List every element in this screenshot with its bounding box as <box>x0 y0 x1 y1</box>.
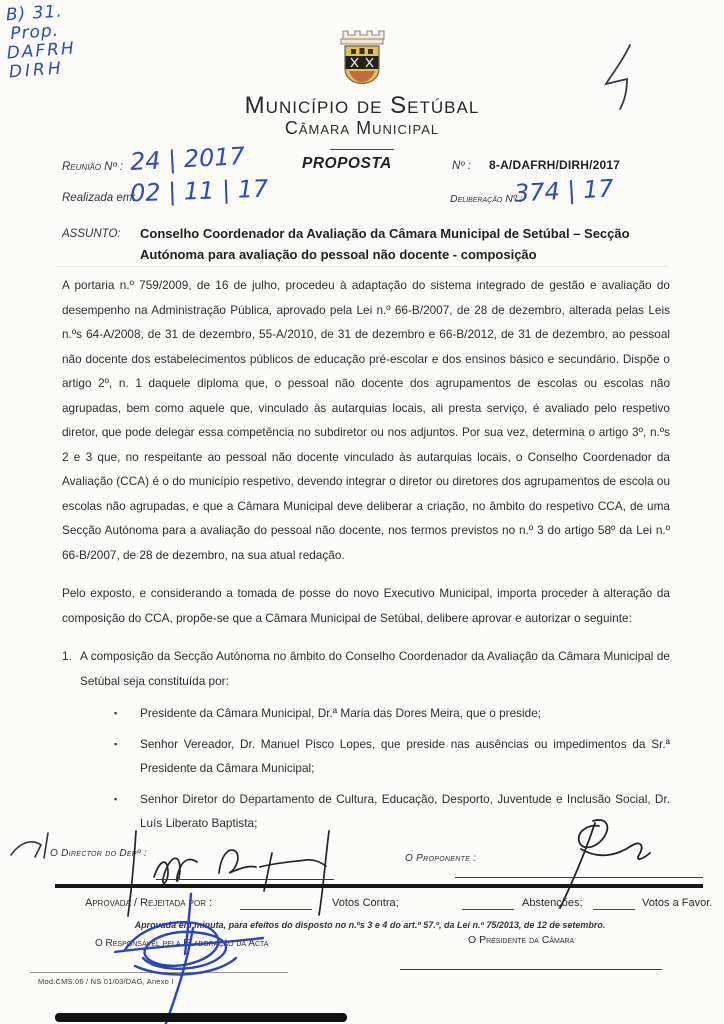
proponente-label: O Proponente : <box>405 853 477 864</box>
reuniao-label: Reunião Nº : <box>62 161 124 173</box>
bullet-icon: ▪ <box>114 793 118 804</box>
numero-label: Nº : <box>452 160 471 172</box>
votos-favor-blank <box>593 897 635 910</box>
list-item-text: Senhor Diretor do Departamento de Cultura, Educação, Desporto, Juventude e Inclusão Social, Dr. Luís Liberato Baptista; <box>140 791 670 830</box>
director-label: O Director do Depº : <box>50 848 147 859</box>
item-text: A composição da Secção Autónoma no âmbito do Conselho Coordenador da Avaliação da Câmara Municipal de Setúbal seja constituída por: <box>80 649 670 688</box>
bullet-icon: ▪ <box>114 708 118 718</box>
annotation-line: DIRH <box>8 58 65 83</box>
acta-signature-scribble <box>95 888 285 1024</box>
list-item-text: Senhor Vereador, Dr. Manuel Pisco Lopes, que preside nas ausências ou impedimentos da Sr.ª Presidente da Câmara Municipal; <box>140 736 670 775</box>
proponente-signature-line <box>455 877 703 878</box>
numero-value: 8-A/DAFRH/DIRH/2017 <box>489 158 621 172</box>
assunto-divider <box>55 266 669 267</box>
paragraph: A portaria n.º 759/2009, de 16 de julho, procedeu à adaptação do sistema integrado de gestão e avaliação do desempenho na Administração Pública, aprovado pela Lei n.º 66-B/2007, de 28 de dezembro, alterada pelas Leis n.ºs 64-A/2008, de 31 de dezembro, 55-A/2010, de 31 de dezembro e 66-B/2012, de 31 de dezembro, ao pessoal não docente dos estabelecimentos públicos de educação pré-escolar e dos ensinos básico e secundário. Dispõe o artigo 2º, n. 1 daquele diploma que, o pessoal não docente dos agrupamentos de escolas ou escolas não agrupadas, bem como aquele que, vinculado às autarquias locais, ali presta serviço, é avaliado pelo respetivo diretor, que pode delegar essa competência no subdiretor ou nos adjuntos. Por sua vez, determina o artigo 3º, n.ºs 2 e 3 que, no respeitante ao pessoal não docente vinculado às autarquias locais, o Conselho Coordenador da Avaliação (CCA) é o do município respetivo, devendo integrar o diretor ou diretores dos agrupamentos de escola ou escolas não agrupadas, e que a Câmara Municipal deve deliberar a criação, no âmbito do respetivo CCA, de uma Secção Autónoma para a avaliação do pessoal não docente, nos termos previstos no n.º 3 do artigo 58º da Lei n.º 66-B/2007, de 28 de dezembro, na sua atual redação. <box>62 278 670 562</box>
director-signature-line <box>156 879 334 880</box>
municipal-crest-icon <box>335 25 389 89</box>
deliberacao-handwritten-value: 374 | 17 <box>513 174 615 208</box>
responsavel-acta-label: O Responsável pela Elaboração da Acta <box>95 938 269 949</box>
paragraph: Pelo exposto, e considerando a tomada de posse do novo Executivo Municipal, importa proceder à alteração da composição do CCA, propõe-se que a Câmara Municipal de Setúbal, delibere aprovar e autorizar o seguinte: <box>62 586 670 625</box>
list-item <box>62 732 670 781</box>
scan-artifact-bar <box>55 1013 347 1022</box>
minuta-note: Aprovada em minuta, para efeitos do disposto no n.ºs 3 e 4 do art.º 57.º, da Lei n.º 75/2013, de 12 de setembro. <box>134 920 606 930</box>
numbered-item <box>62 644 670 693</box>
bullet-icon: ▪ <box>114 738 118 749</box>
reuniao-handwritten-value: 24 | 2017 <box>129 142 246 176</box>
page-subtitle: Câmara Municipal <box>284 118 440 138</box>
annotation-line: B) 31. <box>5 1 64 26</box>
assunto-value: Conselho Coordenador da Avaliação da Câmara Municipal de Setúbal – Secção Autónoma para avaliação do pessoal não docente - composição <box>140 226 630 262</box>
presidente-camara-label: O Presidente da Câmara <box>468 934 575 946</box>
votos-contra-label: Votos Contra; <box>332 897 399 909</box>
annotation-line: DAFRH <box>6 38 77 64</box>
handwritten-filing-annotation <box>5 2 77 82</box>
proposta-title: PROPOSTA <box>302 155 392 172</box>
page-title: Município de Setúbal <box>244 92 480 119</box>
aprovada-rejeitada-label: Aprovada / Rejeitada por : <box>85 897 213 909</box>
assunto-label: ASSUNTO: <box>62 228 121 240</box>
abstencoes-blank <box>462 897 514 910</box>
realizada-label: Realizada em: <box>62 192 136 204</box>
realizada-handwritten-value: 02 | 11 | 17 <box>129 174 269 208</box>
header-divider <box>330 149 394 150</box>
presidente-signature-line <box>400 969 662 970</box>
deliberacao-label: Deliberação Nº : <box>450 193 523 205</box>
abstencoes-label: Abstenções; <box>522 897 583 909</box>
list-item <box>62 701 670 726</box>
form-code: Mod.CMS.06 / NS 01/03/DAG, Anexo I <box>38 977 174 986</box>
list-item-text: Presidente da Câmara Municipal, Dr.ª Maria das Dores Meira, que o preside; <box>140 706 542 720</box>
votos-favor-label: Votos a Favor. <box>642 897 713 909</box>
proponente-signature <box>515 815 655 910</box>
item-number: 1. <box>62 649 72 663</box>
annotation-line: Prop. <box>9 20 60 45</box>
document-body <box>62 273 670 842</box>
